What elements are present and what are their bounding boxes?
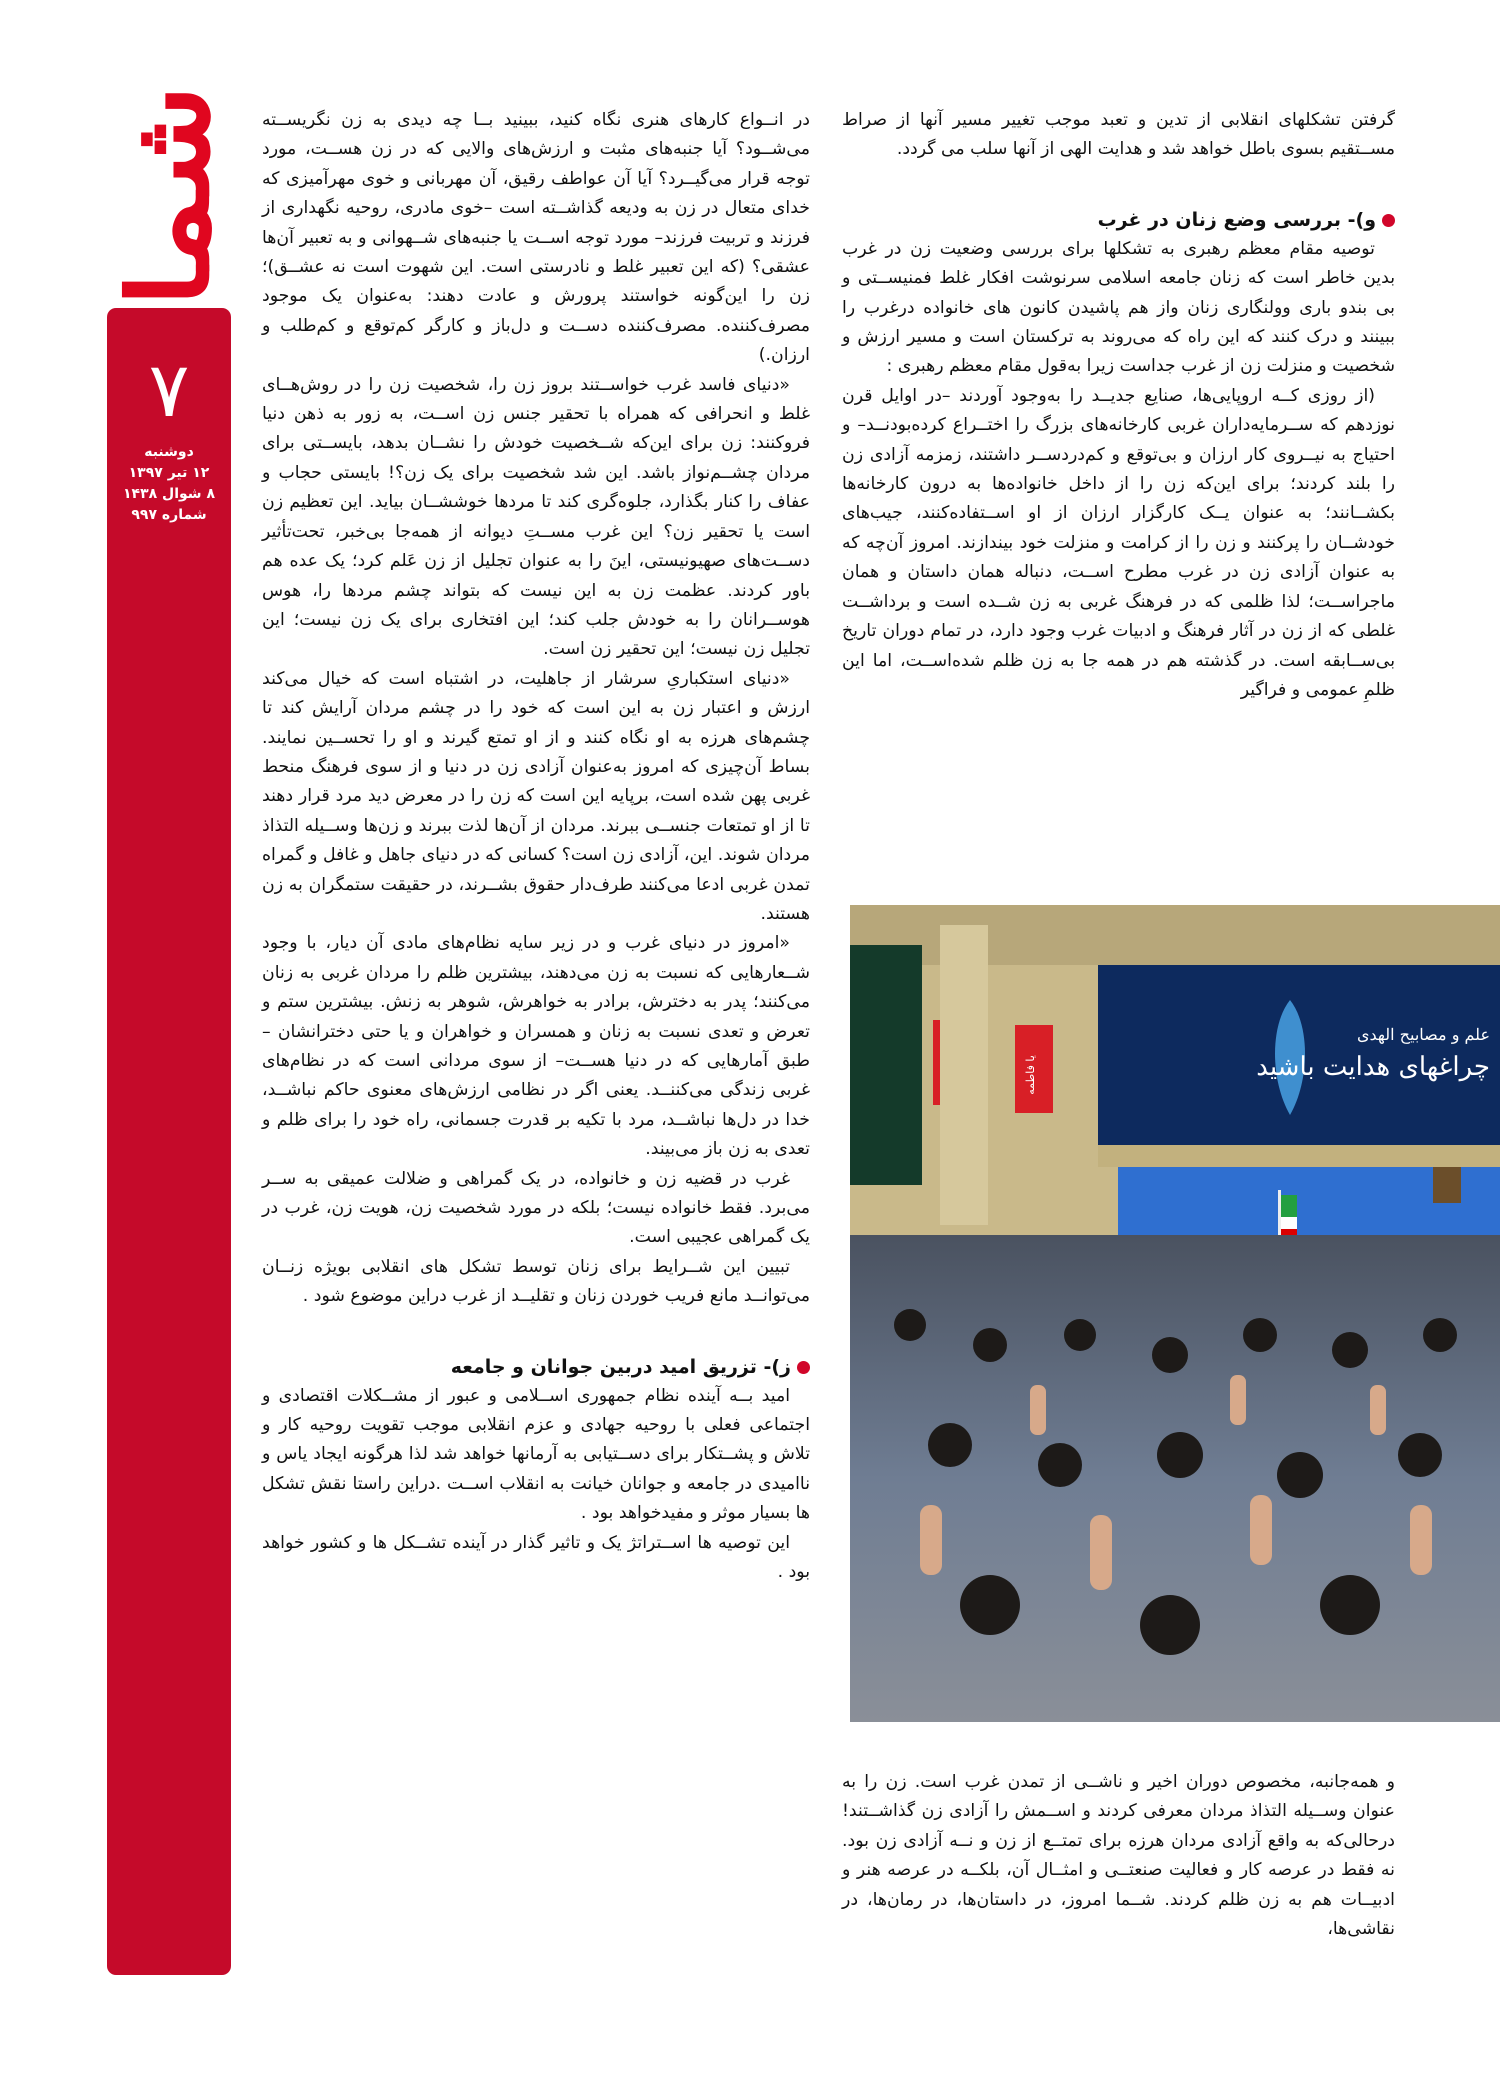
date-solar: ۱۲ تیر ۱۳۹۷ — [128, 465, 210, 481]
issue-info-box — [107, 308, 231, 1975]
paragraph: «دنیای فاسد غرب خواســتند بروز زن را، شخصیت زن را در روش‌هــای غلط و انحرافی که همراه با تحقیر جنس زن اســت، به زور به ذهن دنیا فروکنند: زن برای این‌که شــخصیت خودش را نشــان بدهد، بایســتی برای مردان چشــم‌نواز باشد. این شد شخصیت برای یک زن؟! بایستی حجاب و عفاف را کنار بگذارد، جلوه‌گری کند تا مردها خوششــان بیاید. این تعظیم زن است یا تحقیر زن؟ این غرب مســتِ دیوانه از همه‌جا بی‌خبر، تحت‌تأثیر دســت‌های صهیونیستی، اینَ را به عنوان تجلیل از زن عَلم کرد؛ یک عده هم باور کردند. عظمت زن به این نیست که بتواند چشم مردها را، هوس هوســرانان را به خودش جلب کند؛ این افتخاری برای یک زن نیست؛ این تجلیل زن نیست؛ این تحقیر زن است. — [262, 374, 810, 660]
section-heading-text: و)- بررسی وضع زنان در غرب — [1097, 208, 1376, 231]
section-heading-text: ز)- تزریق امید دربین جوانان و جامعه — [450, 1355, 791, 1378]
paragraph: توصیه مقام معظم رهبری به تشکلها برای بررسی وضعیت زن در غرب بدین خاطر است که زنان جامعه اسلامی سرنوشت افکار غلط فمنیســتی و بی بندو باری وولنگاری زنان واز هم پاشیدن کانون های خانواده درغرب را ببینند و درک کنند که این راه که می‌روند به ترکستان است و مسیر ارزش و شخصیت و منزلت زن از غرب جداست زیرا به‌قول مقام معظم رهبری : — [842, 238, 1395, 377]
photo-illustration — [850, 905, 1500, 1722]
paragraph: «امروز در دنیای غرب و در زیر سایه نظام‌های مادی آن دیار، با وجود شــعارهایی که نسبت به زن می‌دهند، بیشترین ظلم را مردان غربی به زنان می‌کنند؛ پدر به دخترش، برادر به خواهرش، شوهر به زنش. بیشترین ستم و تعرض و تعدی نسبت به زنان و همسران و خواهران و یا حتی دخترانشان –طبق آمارهایی که در دنیا هســت– از سوی مردانی است که در نظام‌های غربی زندگی می‌کننــد. یعنی اگر در نظامی ارزش‌های معنوی حاکم نباشــد، خدا در دل‌ها نباشــد، مرد با تکیه بر قدرت جسمانی، راه خود را برای ظلم و تعدی به زن باز می‌بیند. — [262, 933, 810, 1160]
article-column-right-continued — [842, 1768, 1395, 1944]
article-column-middle — [262, 106, 810, 1588]
weekday: دوشنبه — [144, 444, 194, 460]
event-photo — [850, 905, 1500, 1722]
paragraph: غرب در قضیه زن و خانواده، در یک گمراهی و ضلالت عمیقی به ســر می‌برد. فقط خانواده نیست؛ بلکه در مورد شخصیت زن، هویت زن، غرب در یک گمراهی عجیبی است. — [262, 1168, 810, 1248]
article-column-right — [842, 106, 1395, 705]
banner-text-line2: چراغهای هدایت باشید — [1256, 1052, 1490, 1082]
paragraph: گرفتن تشکلهای انقلابی از تدین و تعبد موجب تغییر مسیر آنها از صراط مســتقیم بسوی باطل خواهد شد و هدایت الهی از آنها سلب می گردد. — [842, 110, 1395, 160]
paragraph: تبیین این شــرایط برای زنان توسط تشکل های انقلابی بویژه زنــان می‌توانــد مانع فریب خوردن زنان و تقلیــد از غرب دراین موضوع شود . — [262, 1256, 810, 1307]
date-lunar: ۸ شوال ۱۴۳۸ — [123, 486, 215, 502]
issue-meta — [107, 442, 231, 526]
page-number: ۷ — [148, 345, 190, 434]
paragraph: این توصیه ها اســتراتژ یک و تاثیر گذار در آینده تشــکل ها و کشور خواهد بود . — [262, 1532, 810, 1583]
issue-number: شماره ۹۹۷ — [131, 507, 207, 523]
publication-logo — [100, 84, 240, 308]
logo-text: شما — [104, 84, 235, 308]
banner-text-line1: علم و مصابیح الهدی — [1356, 1025, 1490, 1044]
paragraph: در انــواع کارهای هنری نگاه کنید، ببینید بــا چه دیدی به زن نگریســته می‌شــود؟ آیا جنبه‌های مثبت و ارزش‌های والایی که در زن هســت، مورد توجه قرار می‌گیــرد؟ آیا آن عواطف رقیق، آن مهربانی و خوی مهرآمیزی که خدای متعال در زن به ودیعه گذاشــته است –خوی مادری، روحیه نگهداری از فرزند و تربیت فرزند– مورد توجه اســت یا جنبه‌های شــهوانی و به تعبیر آن‌ها عشقی؟ (که این تعبیر غلط و نادرستی است. این شهوت است نه عشــق)؛ زن را این‌گونه خواستند پرورش و عادت دهند: به‌عنوان یک موجود مصرف‌کننده. مصرف‌کننده دســت و دل‌باز و کارگر کم‌توقع و کم‌طلب و ارزان.) — [262, 110, 810, 366]
section-heading-z — [262, 1352, 810, 1382]
section-heading-v — [842, 205, 1395, 235]
bullet-icon — [1382, 214, 1395, 227]
paragraph: و همه‌جانبه، مخصوص دوران اخیر و ناشــی از تمدن غرب است. زن را به عنوان وســیله التذاذ مردان معرفی کردند و اســمش را آزادی زن گذاشــتند! درحالی‌که به واقع آزادی مردان هرزه برای تمتــع از زن و نــه آزادی زن بود. نه فقط در عرصه کار و فعالیت صنعتــی و امثــال آن، بلکــه در عرصه هنر و ادبیــات هم به زن ظلم کردند. شــما امروز، در داستان‌ها، در رمان‌ها، در نقاشی‌ها، — [842, 1772, 1395, 1940]
bullet-icon — [797, 1361, 810, 1374]
paragraph: «دنیای استکباریِ سرشار از جاهلیت، در اشتباه است که خیال می‌کند ارزش و اعتبار زن به این است که خود را در چشم مردان آرایش کند تا چشم‌های هرزه به او نگاه کنند و از او تمتع گیرند و او را تحســین نمایند. بساط آن‌چیزی که امروز به‌عنوان آزادی زن در دنیا و از سوی فرهنگ منحط غربی پهن شده است، برپایه این است که زن را در معرض دید مرد قرار دهند تا از او تمتعات جنســی ببرند. مردان از آن‌ها لذت ببرند و زن‌ها وســیله التذاذ مردان شوند. این، آزادی زن است؟ کسانی که در دنیای جاهل و غافل و گمراه تمدن غربی ادعا می‌کنند طرف‌دار حقوق بشــرند، در حقیقت ستمگران به زن هستند. — [262, 668, 810, 924]
paragraph: (از روزی کــه اروپایی‌ها، صنایع جدیــد را به‌وجود آوردند –در اوایل قرن نوزدهم که ســرمایه‌داران غربی کارخانه‌های بزرگ را اختــراع کرده‌بودنــد– و احتیاج به نیــروی کار ارزان و بی‌توقع و کم‌دردســر داشتند، زمزمه آزادی زن را بلند کردند؛ برای این‌که زن را از داخل خانواده‌ها به درون کارخانه‌ها بکشــانند؛ به عنوان یــک کارگزار ارزان از او اســتفاده‌کنند، جیب‌های خودشــان را پرکنند و زن را از کرامت و منزلت خود بیندازند. امروز آن‌چه که به عنوان آزادی زن در غرب مطرح اســت، دنباله همان داستان و همان ماجراســت؛ لذا ظلمی که در فرهنگ غربی به زن شــده است و برداشــت غلطی که از زن در آثار فرهنگ و ادبیات غرب وجود دارد، در تمام دوران تاریخ بی‌ســابقه است. در گذشته هم در همه جا به زن ظلم شده‌اســت، اما این ظلمِ عمومی و فراگیر — [842, 385, 1395, 700]
green-banner — [850, 945, 922, 1185]
paragraph: امید بــه آینده نظام جمهوری اســلامی و عبور از مشــکلات اقتصادی و اجتماعی فعلی با روحیه جهادی و عزم انقلابی موجب تقویت روحیه کار و تلاش و پشــتکار برای دســتیابی به آرمانها خواهد شد لذا هرگونه ایجاد یاس و ناامیدی در جامعه و جوانان خیانت به انقلاب اســت .دراین راستا نقش تشکل ها بسیار موثر و مفیدخواهد بود . — [262, 1385, 810, 1524]
red-banner-text: یا فاطمه — [1024, 1055, 1037, 1095]
